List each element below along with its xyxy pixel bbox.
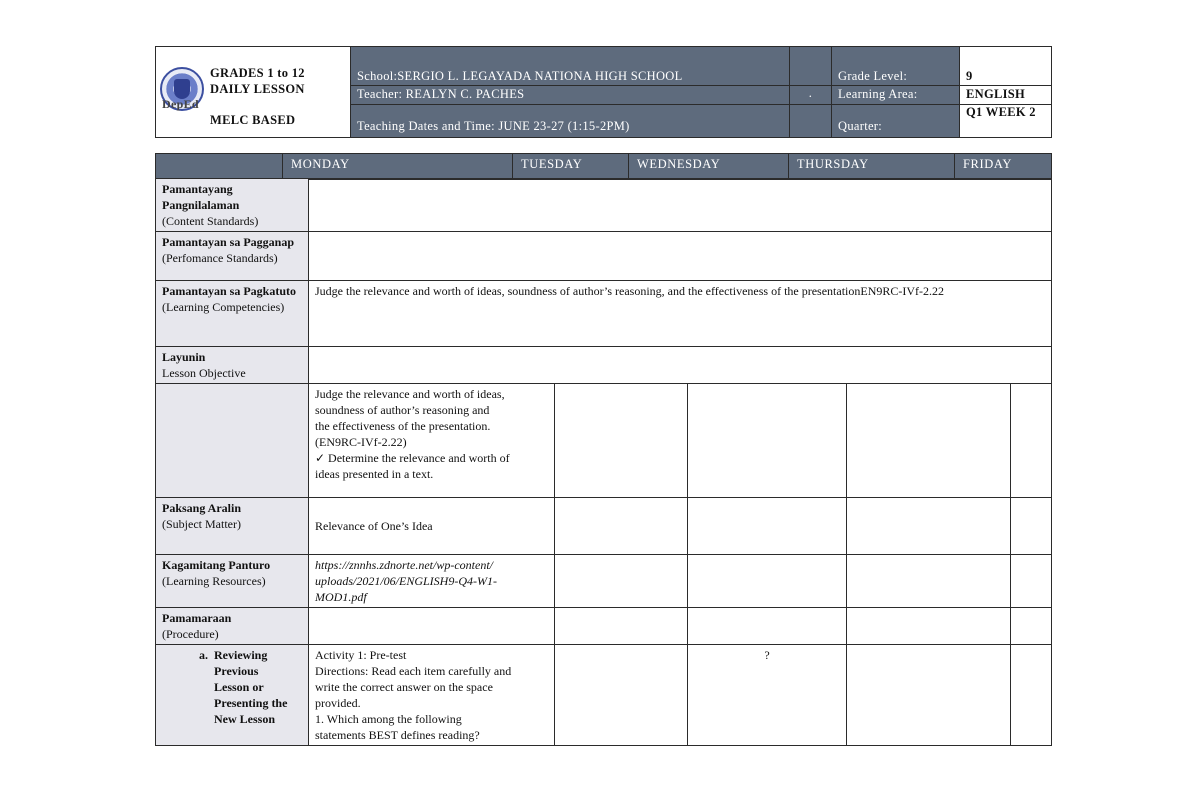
day-tuesday: TUESDAY: [513, 154, 629, 180]
resources-thursday: [847, 555, 1011, 608]
row-label-objective: Layunin Lesson Objective: [156, 347, 309, 384]
reviewing-thursday: [847, 645, 1011, 746]
row-label-learning-competencies: Pamantayan sa Pagkatuto (Learning Competencies): [156, 281, 309, 347]
content-standards-value: [309, 179, 1052, 232]
day-monday: MONDAY: [283, 154, 513, 180]
quarter-value: Q1 WEEK 2: [960, 104, 1052, 137]
row-label-subject-matter: Paksang Aralin (Subject Matter): [156, 498, 309, 555]
table-row: [156, 555, 1052, 608]
row-label-resources: Kagamitang Panturo (Learning Resources): [156, 555, 309, 608]
weekday-header: [155, 153, 1052, 180]
table-row: [156, 179, 1052, 232]
grade-level-value: 9: [960, 47, 1052, 86]
procedure-thursday: [847, 608, 1011, 645]
objective-detail-tuesday: [555, 384, 688, 498]
resources-friday: [1011, 555, 1052, 608]
procedure-friday: [1011, 608, 1052, 645]
checkmark-icon: ✓ Determine the relevance and worth of: [315, 451, 510, 465]
resource-link[interactable]: https://znnhs.zdnorte.net/wp-content/ uploads/2021/06/ENGLISH9-Q4-W1- MOD1.pdf: [309, 555, 555, 608]
subject-matter-thursday: [847, 498, 1011, 555]
procedure-tuesday: [555, 608, 688, 645]
row-label-performance-standards: Pamantayan sa Pagganap (Perfomance Standards): [156, 232, 309, 281]
lesson-plan-grid: [155, 178, 1052, 746]
reviewing-wednesday: ?: [688, 645, 847, 746]
logo-cell: [156, 47, 351, 138]
learning-competencies-value: Judge the relevance and worth of ideas, soundness of author’s reasoning, and the effectiveness of the presentationEN9RC-IVf-2.22: [309, 281, 1052, 347]
objective-detail-wednesday: [688, 384, 847, 498]
table-row: [156, 645, 1052, 746]
day-header-blank: [156, 154, 283, 180]
reviewing-friday: [1011, 645, 1052, 746]
row-label-content-standards: Pamantayang Pangnilalaman (Content Standards): [156, 179, 309, 232]
header-spacer: [790, 47, 832, 86]
table-row: [156, 232, 1052, 281]
objective-detail-monday: Judge the relevance and worth of ideas, soundness of author’s reasoning and the effectiveness of the presentation. (EN9RC-IVf-2.22) ✓ Determine the relevance and worth of ideas presented in a text.: [309, 384, 555, 498]
day-thursday: THURSDAY: [789, 154, 955, 180]
resources-tuesday: [555, 555, 688, 608]
table-row: [156, 498, 1052, 555]
reviewing-tuesday: [555, 645, 688, 746]
performance-standards-value: [309, 232, 1052, 281]
reviewing-monday: Activity 1: Pre-test Directions: Read each item carefully and write the correct answer on the space provided. 1. Which among the following statements BEST defines reading?: [309, 645, 555, 746]
resources-wednesday: [688, 555, 847, 608]
melc-label: MELC BASED: [210, 113, 296, 127]
teacher-name: Teacher: REALYN C. PACHES: [351, 86, 790, 105]
procedure-wednesday: [688, 608, 847, 645]
day-wednesday: WEDNESDAY: [629, 154, 789, 180]
row-label-objective-detail: [156, 384, 309, 498]
teacher-mark: .: [790, 86, 832, 105]
objective-detail-friday: [1011, 384, 1052, 498]
day-friday: FRIDAY: [955, 154, 1052, 180]
row-label-reviewing: a. Reviewing Previous Lesson or Presenting the New Lesson: [156, 645, 309, 746]
procedure-monday: [309, 608, 555, 645]
learning-area-label: Learning Area:: [832, 86, 960, 105]
grade-level-label: Grade Level:: [832, 47, 960, 86]
subject-matter-value: Relevance of One’s Idea: [309, 498, 555, 555]
row-label-procedure: Pamamaraan (Procedure): [156, 608, 309, 645]
school-name: School:SERGIO L. LEGAYADA NATIONA HIGH SCHOOL: [351, 47, 790, 86]
subject-matter-friday: [1011, 498, 1052, 555]
grades-title: GRADES 1 to 12 DAILY LESSON: [210, 66, 305, 96]
table-row: [156, 281, 1052, 347]
subject-matter-wednesday: [688, 498, 847, 555]
learning-area-value: ENGLISH: [960, 86, 1052, 105]
lesson-header-table: [155, 46, 1052, 138]
teaching-dates: Teaching Dates and Time: JUNE 23-27 (1:15-2PM): [351, 104, 790, 137]
header-spacer-2: [790, 104, 832, 137]
deped-logo-text: DepEd: [162, 97, 199, 111]
table-row: [156, 347, 1052, 384]
objective-detail-thursday: [847, 384, 1011, 498]
objective-value: [309, 347, 1052, 384]
table-row: [156, 608, 1052, 645]
quarter-label: Quarter:: [832, 104, 960, 137]
table-row: [156, 384, 1052, 498]
subject-matter-tuesday: [555, 498, 688, 555]
